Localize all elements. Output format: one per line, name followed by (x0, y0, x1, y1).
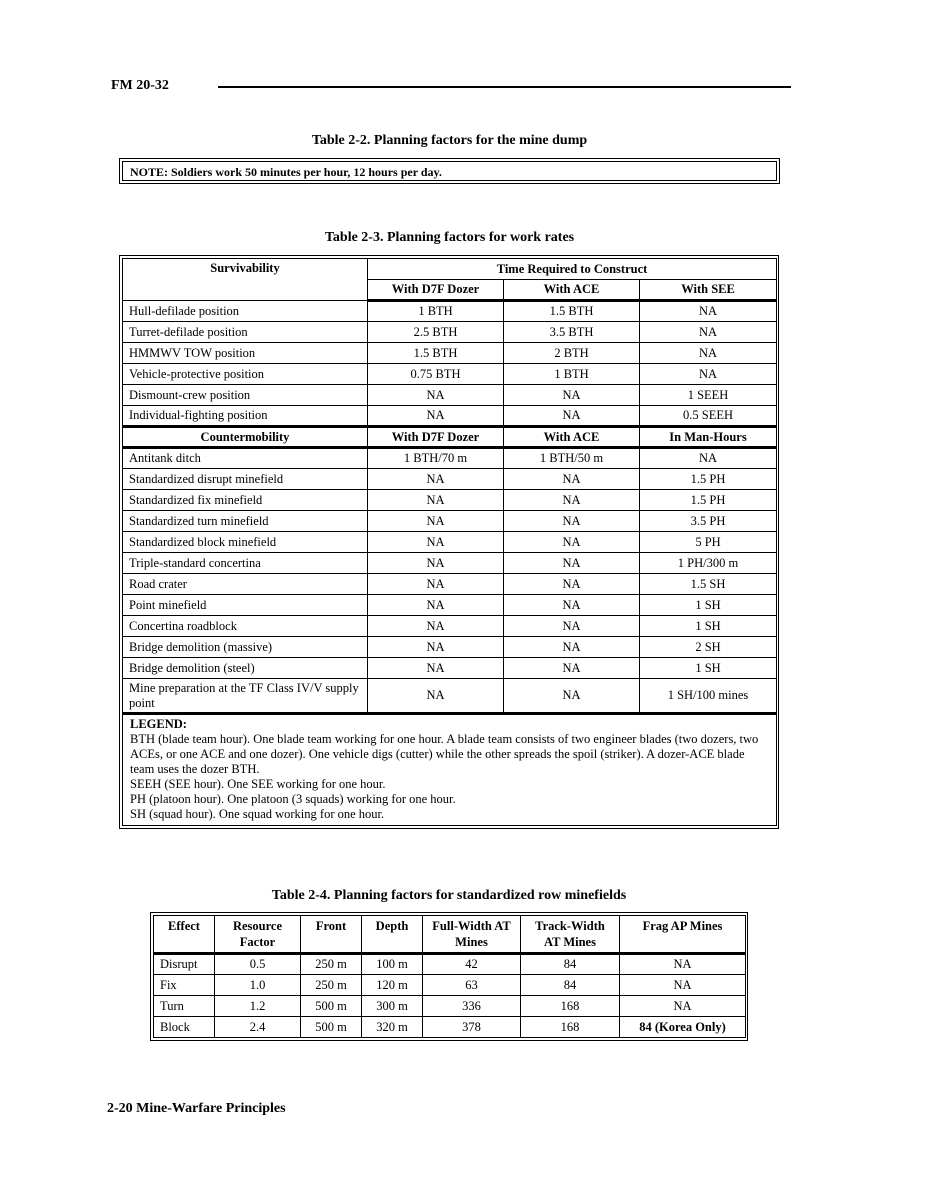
table-cell: 250 m (301, 975, 362, 996)
table-row (154, 975, 746, 996)
legend-line: SEEH (SEE hour). One SEE working for one hour. (130, 777, 386, 791)
legend-title: LEGEND: (130, 717, 187, 731)
table-2-4-column-header: Depth (362, 916, 423, 954)
page-header-code: FM 20-32 (111, 78, 169, 93)
table-cell: 2 BTH (504, 343, 640, 364)
table-cell: 1.5 PH (640, 469, 777, 490)
table-cell: 5 PH (640, 532, 777, 553)
table-cell: 1.2 (215, 996, 301, 1017)
table-row (154, 954, 746, 975)
table-cell: NA (640, 448, 777, 469)
table-row (123, 406, 777, 427)
table-cell: NA (368, 406, 504, 427)
table-cell: 1.0 (215, 975, 301, 996)
table-cell: 84 (521, 954, 620, 975)
table-cell: NA (368, 385, 504, 406)
table-cell: Mine preparation at the TF Class IV/V supply point (123, 679, 368, 714)
table-row (123, 385, 777, 406)
table-cell: NA (640, 301, 777, 322)
table-cell: 250 m (301, 954, 362, 975)
table-cell: NA (368, 637, 504, 658)
table-cell: NA (504, 406, 640, 427)
table-cell: Fix (154, 975, 215, 996)
table-cell: 0.75 BTH (368, 364, 504, 385)
table-2-2-caption: Table 2-2. Planning factors for the mine dump (311, 133, 588, 148)
table-2-4-column-header: Frag AP Mines (620, 916, 746, 954)
table-cell: 42 (423, 954, 521, 975)
table-2-4-header-row (154, 916, 746, 954)
table-cell: Concertina roadblock (123, 616, 368, 637)
time-required-header: Time Required to Construct (368, 259, 777, 280)
table-cell: 63 (423, 975, 521, 996)
countermobility-column-header: With ACE (504, 427, 640, 448)
table-cell: NA (368, 616, 504, 637)
table-cell: 3.5 PH (640, 511, 777, 532)
table-cell: Disrupt (154, 954, 215, 975)
table-cell: NA (620, 975, 746, 996)
table-row (123, 616, 777, 637)
countermobility-column-header: With D7F Dozer (368, 427, 504, 448)
survivability-header: Survivability (123, 259, 368, 301)
table-cell: NA (504, 658, 640, 679)
table-cell: NA (504, 574, 640, 595)
table-cell: NA (368, 490, 504, 511)
table-cell: 336 (423, 996, 521, 1017)
table-cell: 84 (521, 975, 620, 996)
table-cell: NA (504, 511, 640, 532)
table-cell: Standardized block minefield (123, 532, 368, 553)
table-cell: NA (504, 553, 640, 574)
table-row (123, 679, 777, 714)
table-cell: NA (368, 574, 504, 595)
table-row (123, 574, 777, 595)
table-row (154, 1017, 746, 1038)
table-cell: Dismount-crew position (123, 385, 368, 406)
table-2-4-column-header: Full-Width AT Mines (423, 916, 521, 954)
table-cell: 2.4 (215, 1017, 301, 1038)
table-row (123, 658, 777, 679)
countermobility-header-row (123, 427, 777, 448)
table-cell: 1.5 BTH (504, 301, 640, 322)
table-cell: NA (640, 322, 777, 343)
table-row (123, 343, 777, 364)
table-cell: 0.5 (215, 954, 301, 975)
table-row (123, 511, 777, 532)
table-cell: Triple-standard concertina (123, 553, 368, 574)
table-cell: 1.5 BTH (368, 343, 504, 364)
table-cell: 1.5 SH (640, 574, 777, 595)
table-2-3 (119, 255, 779, 829)
table-cell: Road crater (123, 574, 368, 595)
legend-line: SH (squad hour). One squad working for one hour. (130, 807, 385, 821)
table-cell: 1 SH (640, 658, 777, 679)
table-cell: NA (368, 595, 504, 616)
table-cell: NA (620, 954, 746, 975)
table-2-3-column-header: With D7F Dozer (368, 280, 504, 301)
table-cell: NA (368, 469, 504, 490)
table-cell: 100 m (362, 954, 423, 975)
table-row (123, 469, 777, 490)
table-row (123, 532, 777, 553)
table-cell: 168 (521, 996, 620, 1017)
table-cell: NA (504, 469, 640, 490)
table-row (154, 996, 746, 1017)
table-cell: 1 SH (640, 616, 777, 637)
table-cell: NA (368, 553, 504, 574)
table-cell: NA (504, 637, 640, 658)
table-cell: 120 m (362, 975, 423, 996)
table-cell: 1 SH (640, 595, 777, 616)
table-cell: Vehicle-protective position (123, 364, 368, 385)
table-cell: NA (504, 385, 640, 406)
table-cell: 2 SH (640, 637, 777, 658)
table-2-4-column-header: Resource Factor (215, 916, 301, 954)
countermobility-column-header: In Man-Hours (640, 427, 777, 448)
table-cell: Standardized turn minefield (123, 511, 368, 532)
table-cell: 0.5 SEEH (640, 406, 777, 427)
table-cell: NA (504, 679, 640, 714)
table-cell: NA (504, 490, 640, 511)
table-cell: 1 PH/300 m (640, 553, 777, 574)
page-footer: 2-20 Mine-Warfare Principles (107, 1101, 286, 1116)
table-cell: Antitank ditch (123, 448, 368, 469)
table-cell: Turn (154, 996, 215, 1017)
table-cell: 378 (423, 1017, 521, 1038)
table-cell: 1 SEEH (640, 385, 777, 406)
legend-row (123, 714, 777, 826)
table-2-4-column-header: Effect (154, 916, 215, 954)
table-2-3-caption: Table 2-3. Planning factors for work rates (324, 230, 575, 245)
table-2-3-column-header: With ACE (504, 280, 640, 301)
legend-line: BTH (blade team hour). One blade team working for one hour. A blade team consists of two engineer blades (two dozers, two ACEs, or one ACE and one dozer). One vehicle digs (cutter) while the other spreads the spoil (striker). A dozer-ACE blade team uses the dozer BTH. (130, 732, 759, 776)
table-cell: NA (640, 343, 777, 364)
table-2-4-caption: Table 2-4. Planning factors for standardized row minefields (271, 888, 627, 903)
table-row (123, 301, 777, 322)
table-cell: 3.5 BTH (504, 322, 640, 343)
table-cell: 500 m (301, 996, 362, 1017)
table-cell: Standardized disrupt minefield (123, 469, 368, 490)
table-2-2-note: NOTE: Soldiers work 50 minutes per hour, 12 hours per day. (122, 161, 777, 181)
legend-line: PH (platoon hour). One platoon (3 squads) working for one hour. (130, 792, 456, 806)
table-2-4 (150, 912, 748, 1041)
table-cell: NA (368, 511, 504, 532)
table-cell: 500 m (301, 1017, 362, 1038)
table-cell: NA (368, 658, 504, 679)
table-cell: NA (620, 996, 746, 1017)
table-2-4-column-header: Front (301, 916, 362, 954)
table-cell: 1 SH/100 mines (640, 679, 777, 714)
table-cell: NA (504, 595, 640, 616)
table-row (123, 448, 777, 469)
table-cell: 300 m (362, 996, 423, 1017)
table-cell: Bridge demolition (steel) (123, 658, 368, 679)
countermobility-column-header: Countermobility (123, 427, 368, 448)
table-cell: 1 BTH/70 m (368, 448, 504, 469)
table-row (123, 637, 777, 658)
table-cell: 1 BTH (368, 301, 504, 322)
table-2-2-note-box (119, 158, 780, 184)
table-cell: 1 BTH (504, 364, 640, 385)
table-cell: Individual-fighting position (123, 406, 368, 427)
table-cell: NA (368, 532, 504, 553)
table-cell: Standardized fix minefield (123, 490, 368, 511)
table-cell: HMMWV TOW position (123, 343, 368, 364)
table-cell: Hull-defilade position (123, 301, 368, 322)
table-cell: 2.5 BTH (368, 322, 504, 343)
table-cell: NA (504, 532, 640, 553)
table-row (123, 322, 777, 343)
table-cell: Bridge demolition (massive) (123, 637, 368, 658)
table-cell: Point minefield (123, 595, 368, 616)
table-row (123, 595, 777, 616)
table-2-4-column-header: Track-Width AT Mines (521, 916, 620, 954)
table-cell: 1.5 PH (640, 490, 777, 511)
legend (123, 714, 777, 826)
table-cell: NA (504, 616, 640, 637)
table-cell: 84 (Korea Only) (620, 1017, 746, 1038)
table-cell: NA (368, 679, 504, 714)
table-2-3-column-header: With SEE (640, 280, 777, 301)
table-cell: 320 m (362, 1017, 423, 1038)
table-cell: NA (640, 364, 777, 385)
table-row (123, 364, 777, 385)
table-cell: Block (154, 1017, 215, 1038)
table-cell: Turret-defilade position (123, 322, 368, 343)
table-row (123, 490, 777, 511)
table-row (123, 553, 777, 574)
table-cell: 1 BTH/50 m (504, 448, 640, 469)
header-rule (218, 86, 791, 88)
table-cell: 168 (521, 1017, 620, 1038)
